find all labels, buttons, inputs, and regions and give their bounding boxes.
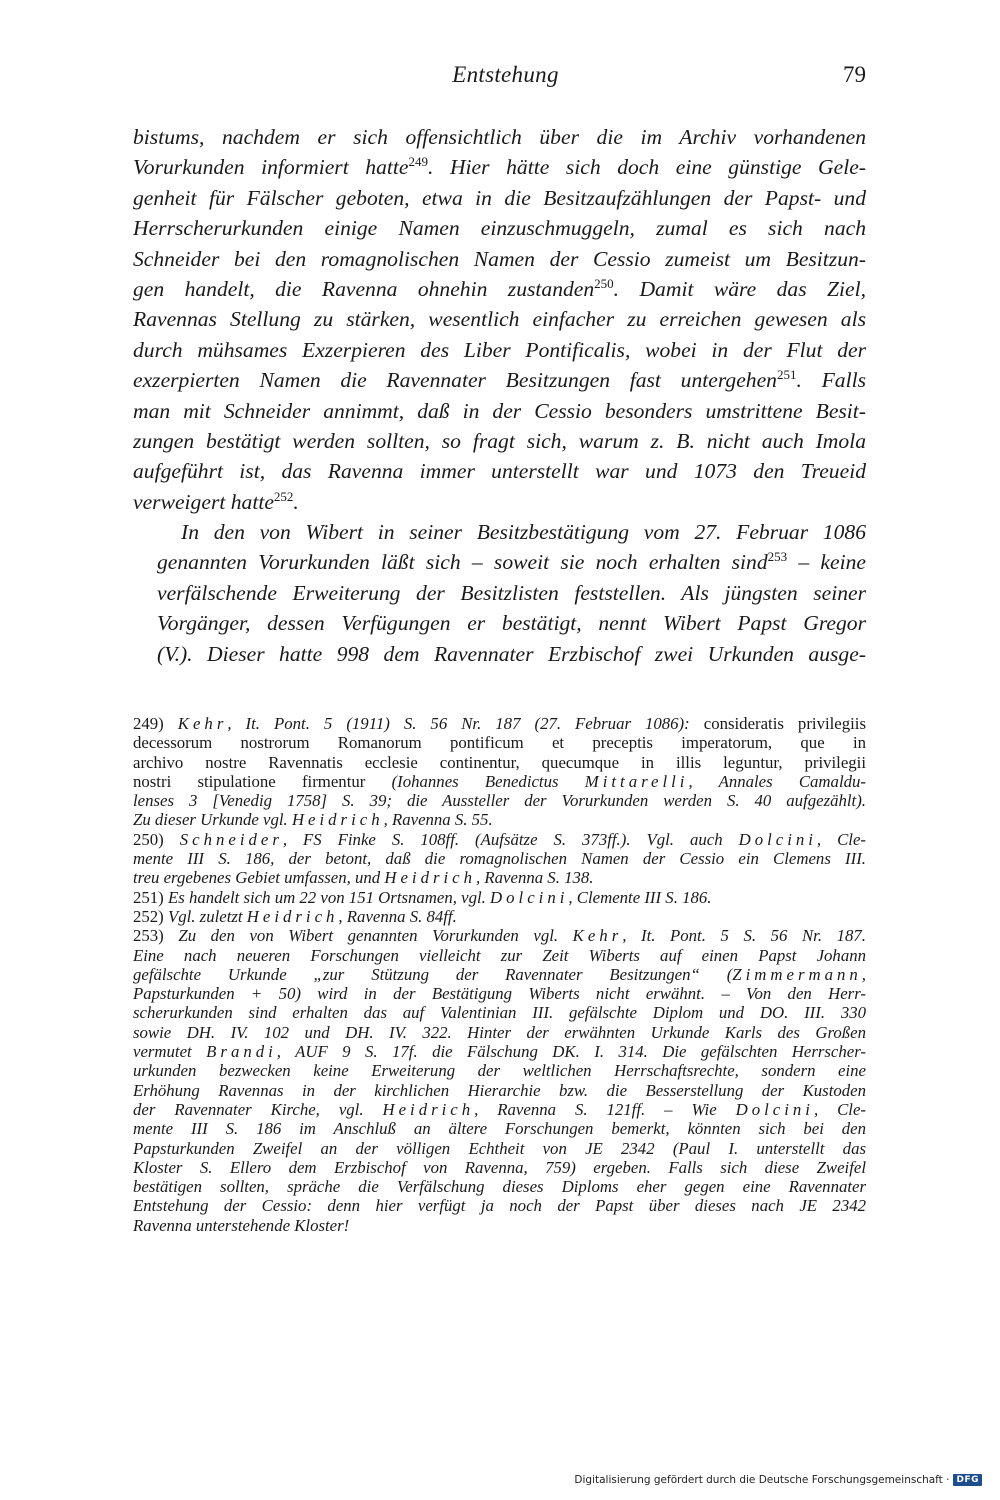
text-line: Vorgänger, dessen Verfügungen er bestätigt, nennt Wibert Papst Gregor — [157, 611, 866, 636]
footnote-line: sowie DH. IV. 102 und DH. IV. 322. Hinter der erwähnten Urkunde Karls des Großen — [133, 1022, 866, 1042]
footnote-251: 251) Es handelt sich um 22 von 151 Ortsnamen, vgl. Dolcini, Clemente III S. 186. — [133, 887, 712, 907]
footnote-line: Entstehung der Cessio: denn hier verfügt ja noch der Papst über dieses nach JE 2342 — [133, 1196, 866, 1216]
footnote-249: 249) Kehr, It. Pont. 5 (1911) S. 56 Nr. 187 (27. Februar 1086): consideratis privilegiis — [133, 714, 866, 733]
footnote-line: mente III S. 186, der betont, daß die romagnolischen Namen der Cessio ein Clemens III. — [133, 849, 866, 869]
footnotes — [133, 714, 866, 1235]
footnote-line: der Ravennater Kirche, vgl. Heidrich, Ravenna S. 121ff. – Wie Dolcini, Cle- — [133, 1099, 866, 1119]
text-line: Ravennas Stellung zu stärken, wesentlich einfacher zu erreichen gewesen als — [133, 307, 866, 332]
footnote-line: Zu dieser Urkunde vgl. Heidrich, Ravenna S. 55. — [133, 810, 493, 830]
digitization-text: Digitalisierung gefördert durch die Deutsche Forschungsgemeinschaft · — [574, 1474, 950, 1486]
text-line: In den von Wibert in seiner Besitzbestätigung vom 27. Februar 1086 — [181, 520, 866, 545]
text-line: exzerpierten Namen die Ravennater Besitzungen fast untergehen$^{251}$. Falls — [133, 366, 866, 393]
text-line: durch mühsames Exzerpieren des Liber Pontificalis, wobei in der Flut der — [133, 337, 866, 362]
footnote-250: 250) Schneider, FS Finke S. 108ff. (Aufsätze S. 373ff.). Vgl. auch Dolcini, Cle- — [133, 829, 866, 849]
text-line: aufgeführt ist, das Ravenna immer unterstellt war und 1073 den Treueid — [133, 459, 866, 484]
footnote-ref[interactable]: 249 — [408, 154, 428, 170]
footnote-line: vermutet Brandi, AUF 9 S. 17f. die Fälschung DK. I. 314. Die gefälschten Herrscher- — [133, 1042, 866, 1062]
footnote-line: urkunden bezwecken keine Erweiterung der weltlichen Herrschaftsrechte, sondern eine — [133, 1061, 866, 1081]
digitization-notice — [574, 1474, 982, 1486]
footnote-line: bestätigen sollten, spräche die Verfälschung dieses Diploms eher gegen eine Ravennater — [133, 1177, 866, 1197]
text-line: bistums, nachdem er sich offensichtlich über die im Archiv vorhandenen — [133, 125, 866, 149]
running-head — [133, 62, 878, 98]
footnote-252: 252) Vgl. zuletzt Heidrich, Ravenna S. 84ff. — [133, 906, 457, 926]
dfg-logo: DFG — [953, 1474, 982, 1486]
footnote-line: scherurkunden sind erhalten das auf Valentinian III. gefälschte Diplom und DO. III. 330 — [133, 1003, 866, 1023]
footnote-line: lenses 3 [Venedig 1758] S. 39; die Aussteller der Vorurkunden werden S. 40 aufgezählt). — [133, 791, 866, 811]
footnote-line: Erhöhung Ravennas in der kirchlichen Hierarchie bzw. die Besserstellung der Kustoden — [133, 1080, 866, 1100]
footnote-line: gefälschte Urkunde „zur Stützung der Ravennater Besitzungen“ (Zimmermann, — [133, 964, 866, 984]
footnote-line: treu ergebenes Gebiet umfassen, und Heidrich, Ravenna S. 138. — [133, 868, 594, 888]
footnote-line: archivo nostre Ravennatis ecclesie continentur, quecumque in illis leguntur, privilegii — [133, 752, 866, 772]
text-line: gen handelt, die Ravenna ohnehin zustanden$^{250}$. Damit wäre das Ziel, — [133, 275, 866, 301]
text-line: Vorurkunden informiert hatte$^{249}$. Hier hätte sich doch eine günstige Gele- — [133, 154, 866, 180]
text-line: Herrscherurkunden einige Namen einzuschmuggeln, zumal es sich nach — [133, 216, 866, 241]
footnote-line: nostri stipulatione firmentur (Iohannes Benedictus Mittarelli, Annales Camaldu- — [133, 771, 866, 791]
text-line: (V.). Dieser hatte 998 dem Ravennater Erzbischof zwei Urkunden ausge- — [157, 641, 866, 666]
footnote-line: Papsturkunden Zweifel an der völligen Echtheit von JE 2342 (Paul I. unterstellt das — [133, 1138, 866, 1158]
footnote-line: Kloster S. Ellero dem Erzbischof von Ravenna, 759) ergeben. Falls sich diese Zweifel — [133, 1157, 866, 1177]
footnote-line: Ravenna unterstehende Kloster! — [133, 1215, 350, 1235]
page-number: 79 — [843, 62, 866, 87]
text-line: zungen bestätigt werden sollten, so fragt sich, warum z. B. nicht auch Imola — [133, 428, 866, 453]
footnote-line: mente III S. 186 im Anschluß an ältere Forschungen bemerkt, könnten sich bei den — [133, 1119, 866, 1139]
text-line: verweigert hatte$^{252}$. — [133, 488, 299, 514]
paragraph — [133, 517, 866, 669]
footnote-ref[interactable]: 252 — [273, 488, 294, 504]
footnote-ref[interactable]: 250 — [594, 275, 614, 291]
footnote-line: decessorum nostrorum Romanorum pontificum et preceptis imperatorum, que in — [133, 733, 866, 753]
text-line: man mit Schneider annimmt, daß in der Cessio besonders umstrittene Besit- — [133, 398, 866, 423]
footnote-line: Eine nach neueren Forschungen vielleicht zur Zeit Wiberts auf einen Papst Johann — [133, 945, 866, 965]
text-line: genannten Vorurkunden läßt sich – soweit sie noch erhalten sind$^{253}$ – keine — [157, 549, 866, 575]
main-text — [133, 122, 866, 669]
running-title: Entstehung — [452, 62, 559, 87]
text-line: Schneider bei den romagnolischen Namen der Cessio zumeist um Besitzun- — [133, 246, 866, 271]
paragraph — [133, 122, 866, 517]
footnote-ref[interactable]: 253 — [767, 549, 788, 565]
text-line: verfälschende Erweiterung der Besitzlisten feststellen. Als jüngsten seiner — [157, 580, 866, 605]
text-line: genheit für Fälscher geboten, etwa in die Besitzaufzählungen der Papst- und — [133, 185, 866, 210]
footnote-ref[interactable]: 251 — [776, 366, 797, 382]
footnote-line: Papsturkunden + 50) wird in der Bestätigung Wiberts nicht erwähnt. – Von den Herr- — [133, 984, 866, 1004]
footnote-253: 253) Zu den von Wibert genannten Vorurkunden vgl. Kehr, It. Pont. 5 S. 56 Nr. 187. — [133, 926, 866, 946]
